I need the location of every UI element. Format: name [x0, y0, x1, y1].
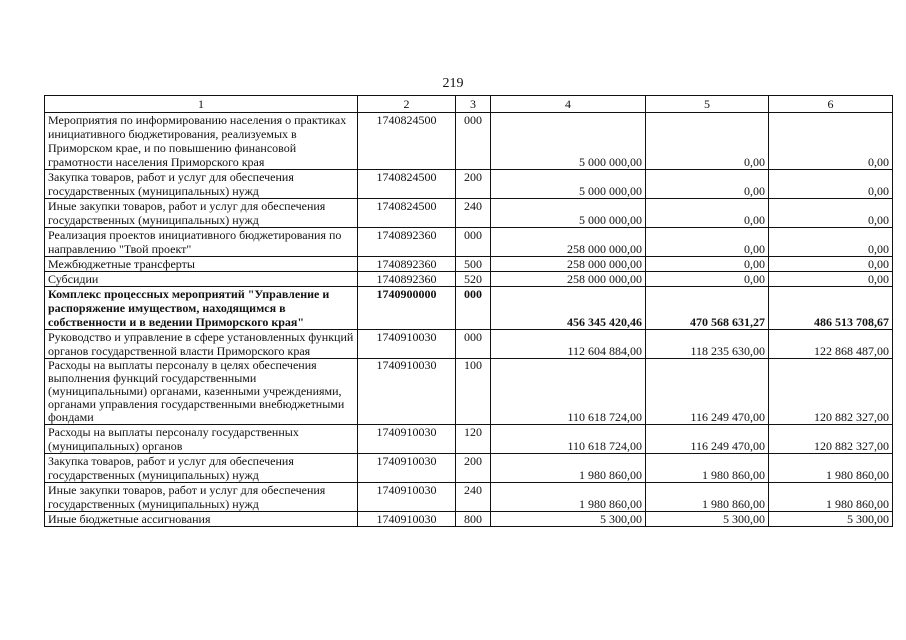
row-name: Реализация проектов инициативного бюджетирования по направлению "Твой проект" [45, 228, 358, 257]
row-type: 100 [456, 359, 491, 425]
table-row [45, 512, 893, 527]
row-amount-col6: 0,00 [769, 113, 893, 170]
table-row [45, 170, 893, 199]
page-number: 219 [442, 76, 464, 91]
row-amount-col5: 116 249 470,00 [646, 359, 769, 425]
row-amount-col6: 486 513 708,67 [769, 287, 893, 330]
row-code: 1740910030 [358, 483, 456, 512]
row-amount-col4: 112 604 884,00 [491, 330, 646, 359]
row-type: 240 [456, 199, 491, 228]
row-amount-col6: 5 300,00 [769, 512, 893, 527]
row-name: Расходы на выплаты персоналу государственных (муниципальных) органов [45, 425, 358, 454]
row-code: 1740910030 [358, 454, 456, 483]
row-amount-col5: 0,00 [646, 113, 769, 170]
table-row [45, 257, 893, 272]
row-amount-col5: 118 235 630,00 [646, 330, 769, 359]
row-code: 1740824500 [358, 113, 456, 170]
row-amount-col6: 1 980 860,00 [769, 454, 893, 483]
row-amount-col4: 258 000 000,00 [491, 272, 646, 287]
row-amount-col4: 1 980 860,00 [491, 483, 646, 512]
row-amount-col5: 1 980 860,00 [646, 483, 769, 512]
row-amount-col5: 5 300,00 [646, 512, 769, 527]
table-row-section [45, 287, 893, 330]
row-type: 000 [456, 287, 491, 330]
row-type: 520 [456, 272, 491, 287]
row-name: Руководство и управление в сфере установленных функций органов государственной власти Приморского края [45, 330, 358, 359]
row-amount-col4: 258 000 000,00 [491, 257, 646, 272]
table-row [45, 272, 893, 287]
row-code: 1740824500 [358, 199, 456, 228]
row-type: 200 [456, 170, 491, 199]
table-row [45, 228, 893, 257]
row-name: Иные бюджетные ассигнования [45, 512, 358, 527]
row-amount-col5: 0,00 [646, 272, 769, 287]
row-amount-col4: 456 345 420,46 [491, 287, 646, 330]
table-row [45, 330, 893, 359]
column-header: 3 [456, 96, 491, 113]
row-amount-col6: 0,00 [769, 199, 893, 228]
row-amount-col5: 0,00 [646, 257, 769, 272]
row-type: 800 [456, 512, 491, 527]
row-amount-col4: 110 618 724,00 [491, 425, 646, 454]
budget-table [44, 95, 893, 527]
row-amount-col4: 258 000 000,00 [491, 228, 646, 257]
row-amount-col4: 5 000 000,00 [491, 199, 646, 228]
row-amount-col6: 120 882 327,00 [769, 359, 893, 425]
column-header: 6 [769, 96, 893, 113]
row-name: Субсидии [45, 272, 358, 287]
row-amount-col6: 120 882 327,00 [769, 425, 893, 454]
row-name: Межбюджетные трансферты [45, 257, 358, 272]
row-type: 000 [456, 228, 491, 257]
row-amount-col4: 5 000 000,00 [491, 170, 646, 199]
row-amount-col5: 116 249 470,00 [646, 425, 769, 454]
row-type: 500 [456, 257, 491, 272]
row-amount-col4: 1 980 860,00 [491, 454, 646, 483]
row-code: 1740910030 [358, 425, 456, 454]
row-amount-col4: 5 300,00 [491, 512, 646, 527]
row-name: Иные закупки товаров, работ и услуг для обеспечения государственных (муниципальных) нужд [45, 483, 358, 512]
table-row [45, 199, 893, 228]
column-header: 5 [646, 96, 769, 113]
row-amount-col6: 0,00 [769, 257, 893, 272]
row-type: 000 [456, 330, 491, 359]
row-amount-col5: 0,00 [646, 228, 769, 257]
row-name: Иные закупки товаров, работ и услуг для обеспечения государственных (муниципальных) нужд [45, 199, 358, 228]
row-code: 1740910030 [358, 330, 456, 359]
row-amount-col4: 5 000 000,00 [491, 113, 646, 170]
row-amount-col5: 1 980 860,00 [646, 454, 769, 483]
row-code: 1740910030 [358, 512, 456, 527]
row-type: 000 [456, 113, 491, 170]
table-header-row [45, 96, 893, 113]
row-amount-col4: 110 618 724,00 [491, 359, 646, 425]
row-name: Закупка товаров, работ и услуг для обеспечения государственных (муниципальных) нужд [45, 170, 358, 199]
row-amount-col5: 470 568 631,27 [646, 287, 769, 330]
row-code: 1740892360 [358, 257, 456, 272]
row-amount-col6: 122 868 487,00 [769, 330, 893, 359]
column-header: 1 [45, 96, 358, 113]
column-header: 4 [491, 96, 646, 113]
table-row [45, 113, 893, 170]
row-code: 1740892360 [358, 228, 456, 257]
row-code: 1740892360 [358, 272, 456, 287]
row-code: 1740910030 [358, 359, 456, 425]
table-row [45, 359, 893, 425]
row-name: Расходы на выплаты персоналу в целях обеспечения выполнения функций государственными (муниципальными) органами, казенными учреждениями, органами управления государственными внебюджетными фондами [45, 359, 358, 425]
row-name: Мероприятия по информированию населения о практиках инициативного бюджетирования, реализуемых в Приморском крае, и по повышению финансовой грамотности населения Приморского края [45, 113, 358, 170]
row-code: 1740900000 [358, 287, 456, 330]
table-row [45, 483, 893, 512]
row-amount-col6: 1 980 860,00 [769, 483, 893, 512]
table-row [45, 425, 893, 454]
row-amount-col5: 0,00 [646, 170, 769, 199]
row-type: 120 [456, 425, 491, 454]
row-amount-col6: 0,00 [769, 272, 893, 287]
row-amount-col5: 0,00 [646, 199, 769, 228]
column-header: 2 [358, 96, 456, 113]
row-name: Закупка товаров, работ и услуг для обеспечения государственных (муниципальных) нужд [45, 454, 358, 483]
table-row [45, 454, 893, 483]
row-code: 1740824500 [358, 170, 456, 199]
row-amount-col6: 0,00 [769, 170, 893, 199]
row-amount-col6: 0,00 [769, 228, 893, 257]
row-type: 240 [456, 483, 491, 512]
row-name: Комплекс процессных мероприятий "Управление и распоряжение имуществом, находящимся в собственности и в ведении Приморского края" [45, 287, 358, 330]
row-type: 200 [456, 454, 491, 483]
